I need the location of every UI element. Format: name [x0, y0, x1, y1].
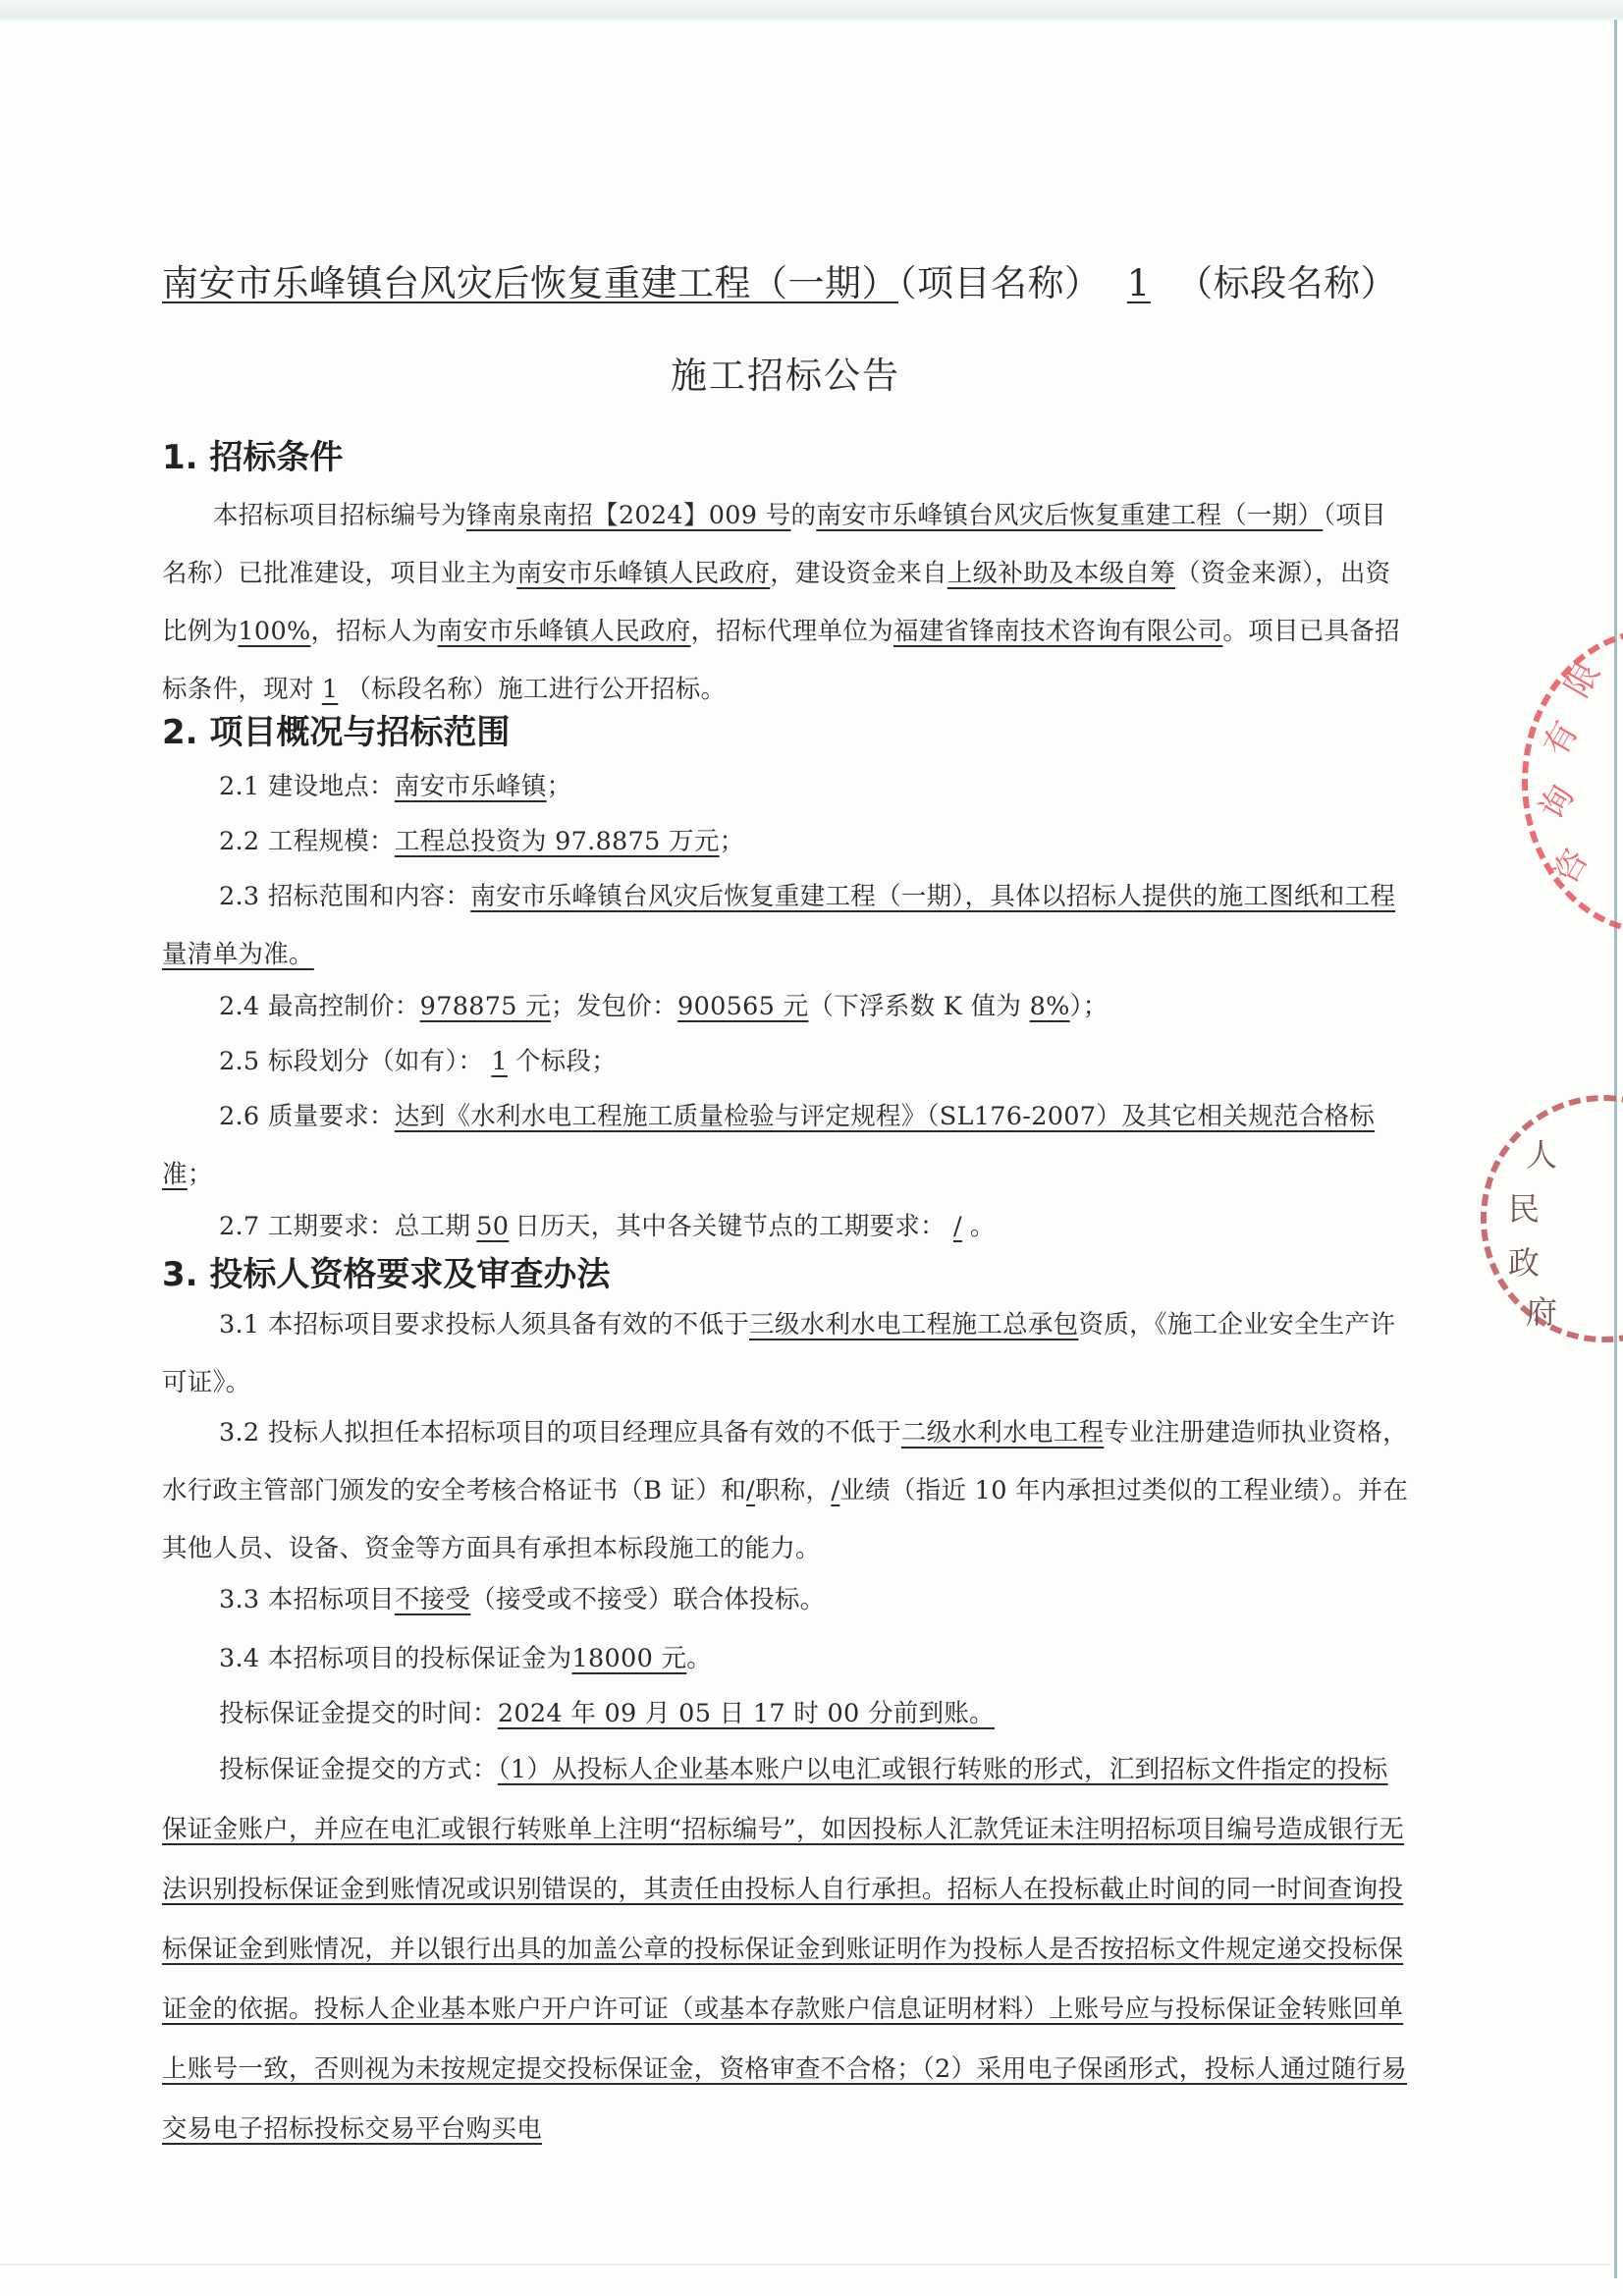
- text: 资质，《施工企业安全生产许可证》。: [162, 1310, 1396, 1397]
- item-3-3: [162, 1571, 1409, 1629]
- item-label: 投标保证金提交的方式：: [219, 1755, 498, 1784]
- document-subtitle: 施工招标公告: [671, 355, 900, 397]
- deposit-time: [162, 1685, 1409, 1743]
- text: （标段名称）施工进行公开招标。: [346, 675, 727, 704]
- text: ，招标代理单位为: [690, 617, 893, 646]
- text: ，招标人为: [310, 617, 438, 646]
- project-scale: 工程总投资为 97.8875 万元: [394, 827, 720, 856]
- item-label: 2.5 标段划分（如有）：: [219, 1047, 484, 1076]
- section-1-paragraph: [162, 487, 1409, 719]
- fund-source: 上级补助及本级自筹: [947, 559, 1176, 588]
- item-2-4: [162, 978, 1409, 1036]
- tenderer: 南安市乐峰镇人民政府: [437, 617, 691, 646]
- item-label: 3.3 本招标项目: [219, 1585, 395, 1614]
- milestone-requirement: /: [952, 1212, 962, 1241]
- title-project-name: 南安市乐峰镇台风灾后恢复重建工程（一期）: [162, 262, 898, 304]
- text: 。项目已具备招标条件，现对: [162, 617, 1400, 704]
- text: 业绩（指近 10 年内承担过类似的工程业绩）。并在其他人员、设备、资金等方面具有承担本标段施工的能力。: [162, 1476, 1409, 1563]
- text: ）；: [1069, 992, 1109, 1021]
- section-1-heading: 1. 招标条件: [162, 438, 344, 477]
- construction-period: 50: [476, 1212, 510, 1241]
- title-project-label: （项目名称）: [898, 262, 1102, 304]
- funding-ratio: 100%: [238, 617, 311, 646]
- text: 专业注册建造师执业资格，水行政主管部门颁发的安全考核合格证书（B 证）和: [162, 1418, 1408, 1505]
- seal-char: 政: [1508, 1244, 1541, 1282]
- tender-agent: 福建省锋南技术咨询有限公司: [893, 617, 1223, 646]
- project-owner: 南安市乐峰镇人民政府: [516, 559, 771, 588]
- section-3-heading: 3. 投标人资格要求及审查办法: [162, 1255, 611, 1294]
- text: 。: [969, 1212, 996, 1241]
- item-label: 2.7 工期要求：总工期: [219, 1212, 471, 1241]
- qualification-level: 三级水利水电工程施工总承包: [749, 1310, 1079, 1339]
- deposit-method: [162, 1740, 1409, 2159]
- scan-top-edge: [0, 0, 1623, 24]
- seal-char: 民: [1508, 1190, 1541, 1228]
- bid-scope: 南安市乐峰镇台风灾后恢复重建工程（一期），具体以招标人提供的施工图纸和工程量清单为准。: [162, 882, 1396, 969]
- title-section-label: （标段名称）: [1176, 262, 1398, 304]
- item-2-6: [162, 1088, 1409, 1204]
- consortium-acceptance: 不接受: [394, 1585, 471, 1614]
- bid-number: 锋南泉南招【2024】009 号: [466, 501, 791, 530]
- seal-char: 询: [1532, 778, 1583, 827]
- section-number: 1: [321, 675, 339, 704]
- item-2-5: [162, 1033, 1409, 1091]
- quality-requirement: 达到《水利水电工程施工质量检验与评定规程》（SL176-2007）及其它相关规范合格标准: [162, 1102, 1376, 1189]
- text: （下浮系数 K 值为: [808, 992, 1030, 1021]
- item-label: 2.2 工程规模：: [219, 827, 395, 856]
- discount-rate: 8%: [1029, 992, 1070, 1021]
- seal-char: 咨: [1545, 842, 1596, 891]
- contract-price: 900565 元: [677, 992, 809, 1021]
- item-2-3: [162, 868, 1409, 984]
- bid-bond-amount: 18000 元: [571, 1644, 687, 1673]
- government-seal: [1481, 1095, 1623, 1342]
- project-name: 南安市乐峰镇台风灾后恢复重建工程（一期）: [816, 501, 1324, 530]
- text: ；: [546, 772, 572, 801]
- text: 本招标项目招标编号为: [213, 501, 467, 530]
- text: 日历天，其中各关键节点的工期要求：: [514, 1212, 946, 1241]
- item-label: 2.6 质量要求：: [219, 1102, 395, 1131]
- text: ；: [719, 827, 745, 856]
- seal-char: 府: [1526, 1293, 1558, 1331]
- item-2-2: [162, 813, 1409, 871]
- agency-seal: [1522, 629, 1623, 935]
- seal-char: 有: [1536, 714, 1587, 763]
- item-label: 3.2 投标人拟担任本招标项目的项目经理应具备有效的不低于: [219, 1418, 901, 1448]
- section-2-heading: 2. 项目概况与招标范围: [162, 713, 511, 752]
- item-label: 3.1 本招标项目要求投标人须具备有效的不低于: [219, 1310, 750, 1339]
- item-label: 投标保证金提交的时间：: [219, 1699, 498, 1728]
- item-label: 3.4 本招标项目的投标保证金为: [219, 1644, 572, 1673]
- section-count: 1: [491, 1047, 508, 1076]
- item-label: 2.3 招标范围和内容：: [219, 882, 471, 911]
- text: 职称，: [754, 1476, 832, 1505]
- text: 个标段；: [514, 1047, 618, 1076]
- item-3-2: [162, 1404, 1409, 1578]
- text: （项目名称）已批准建设，项目业主为: [162, 501, 1386, 588]
- text: （接受或不接受）联合体投标。: [470, 1585, 826, 1614]
- seal-char: 限: [1557, 655, 1608, 704]
- title-section-value: 1: [1126, 262, 1151, 304]
- performance-requirement: /: [831, 1476, 840, 1505]
- text: （资金来源），出资比例为: [162, 559, 1391, 646]
- item-label: 2.1 建设地点：: [219, 772, 395, 801]
- item-3-1: [162, 1296, 1409, 1412]
- scan-bottom-edge: [0, 2264, 1610, 2266]
- title-requirement: /: [746, 1476, 755, 1505]
- item-2-1: [162, 758, 1409, 816]
- text: ；: [187, 1160, 213, 1189]
- construction-site: 南安市乐峰镇: [394, 772, 547, 801]
- text: 。: [686, 1644, 713, 1673]
- text: 的: [790, 501, 817, 530]
- text: ；发包价：: [551, 992, 678, 1021]
- max-control-price: 978875 元: [419, 992, 552, 1021]
- item-3-4: [162, 1630, 1409, 1688]
- manager-qualification: 二级水利水电工程: [900, 1418, 1105, 1448]
- seal-char: 人: [1526, 1136, 1558, 1174]
- item-label: 2.4 最高控制价：: [219, 992, 420, 1021]
- document-title: [162, 253, 1409, 306]
- deposit-method-text: （1）从投标人企业基本账户以电汇或银行转账的形式，汇到招标文件指定的投标保证金账户，并应在电汇或银行转账单上注明“招标编号”，如因投标人汇款凭证未注明招标项目编号造成银行无法识别投标保证金到账情况或识别错误的，其责任由投标人自行承担。招标人在投标截止时间的同一时间查询投标保证金到账情况，并以银行出具的加盖公章的投标保证金到账证明作为投标人是否按招标文件规定递交投标保证金的依据。投标人企业基本账户开户许可证（或基本存款账户信息证明材料）上账号应与投标保证金转账回单上账号一致，否则视为未按规定提交投标保证金，资格审查不合格；（2）采用电子保函形式，投标人通过随行易交易电子招标投标交易平台购买电: [162, 1755, 1407, 2144]
- text: ，建设资金来自: [770, 559, 947, 588]
- deposit-deadline: 2024 年 09 月 05 日 17 时 00 分前到账。: [497, 1699, 995, 1728]
